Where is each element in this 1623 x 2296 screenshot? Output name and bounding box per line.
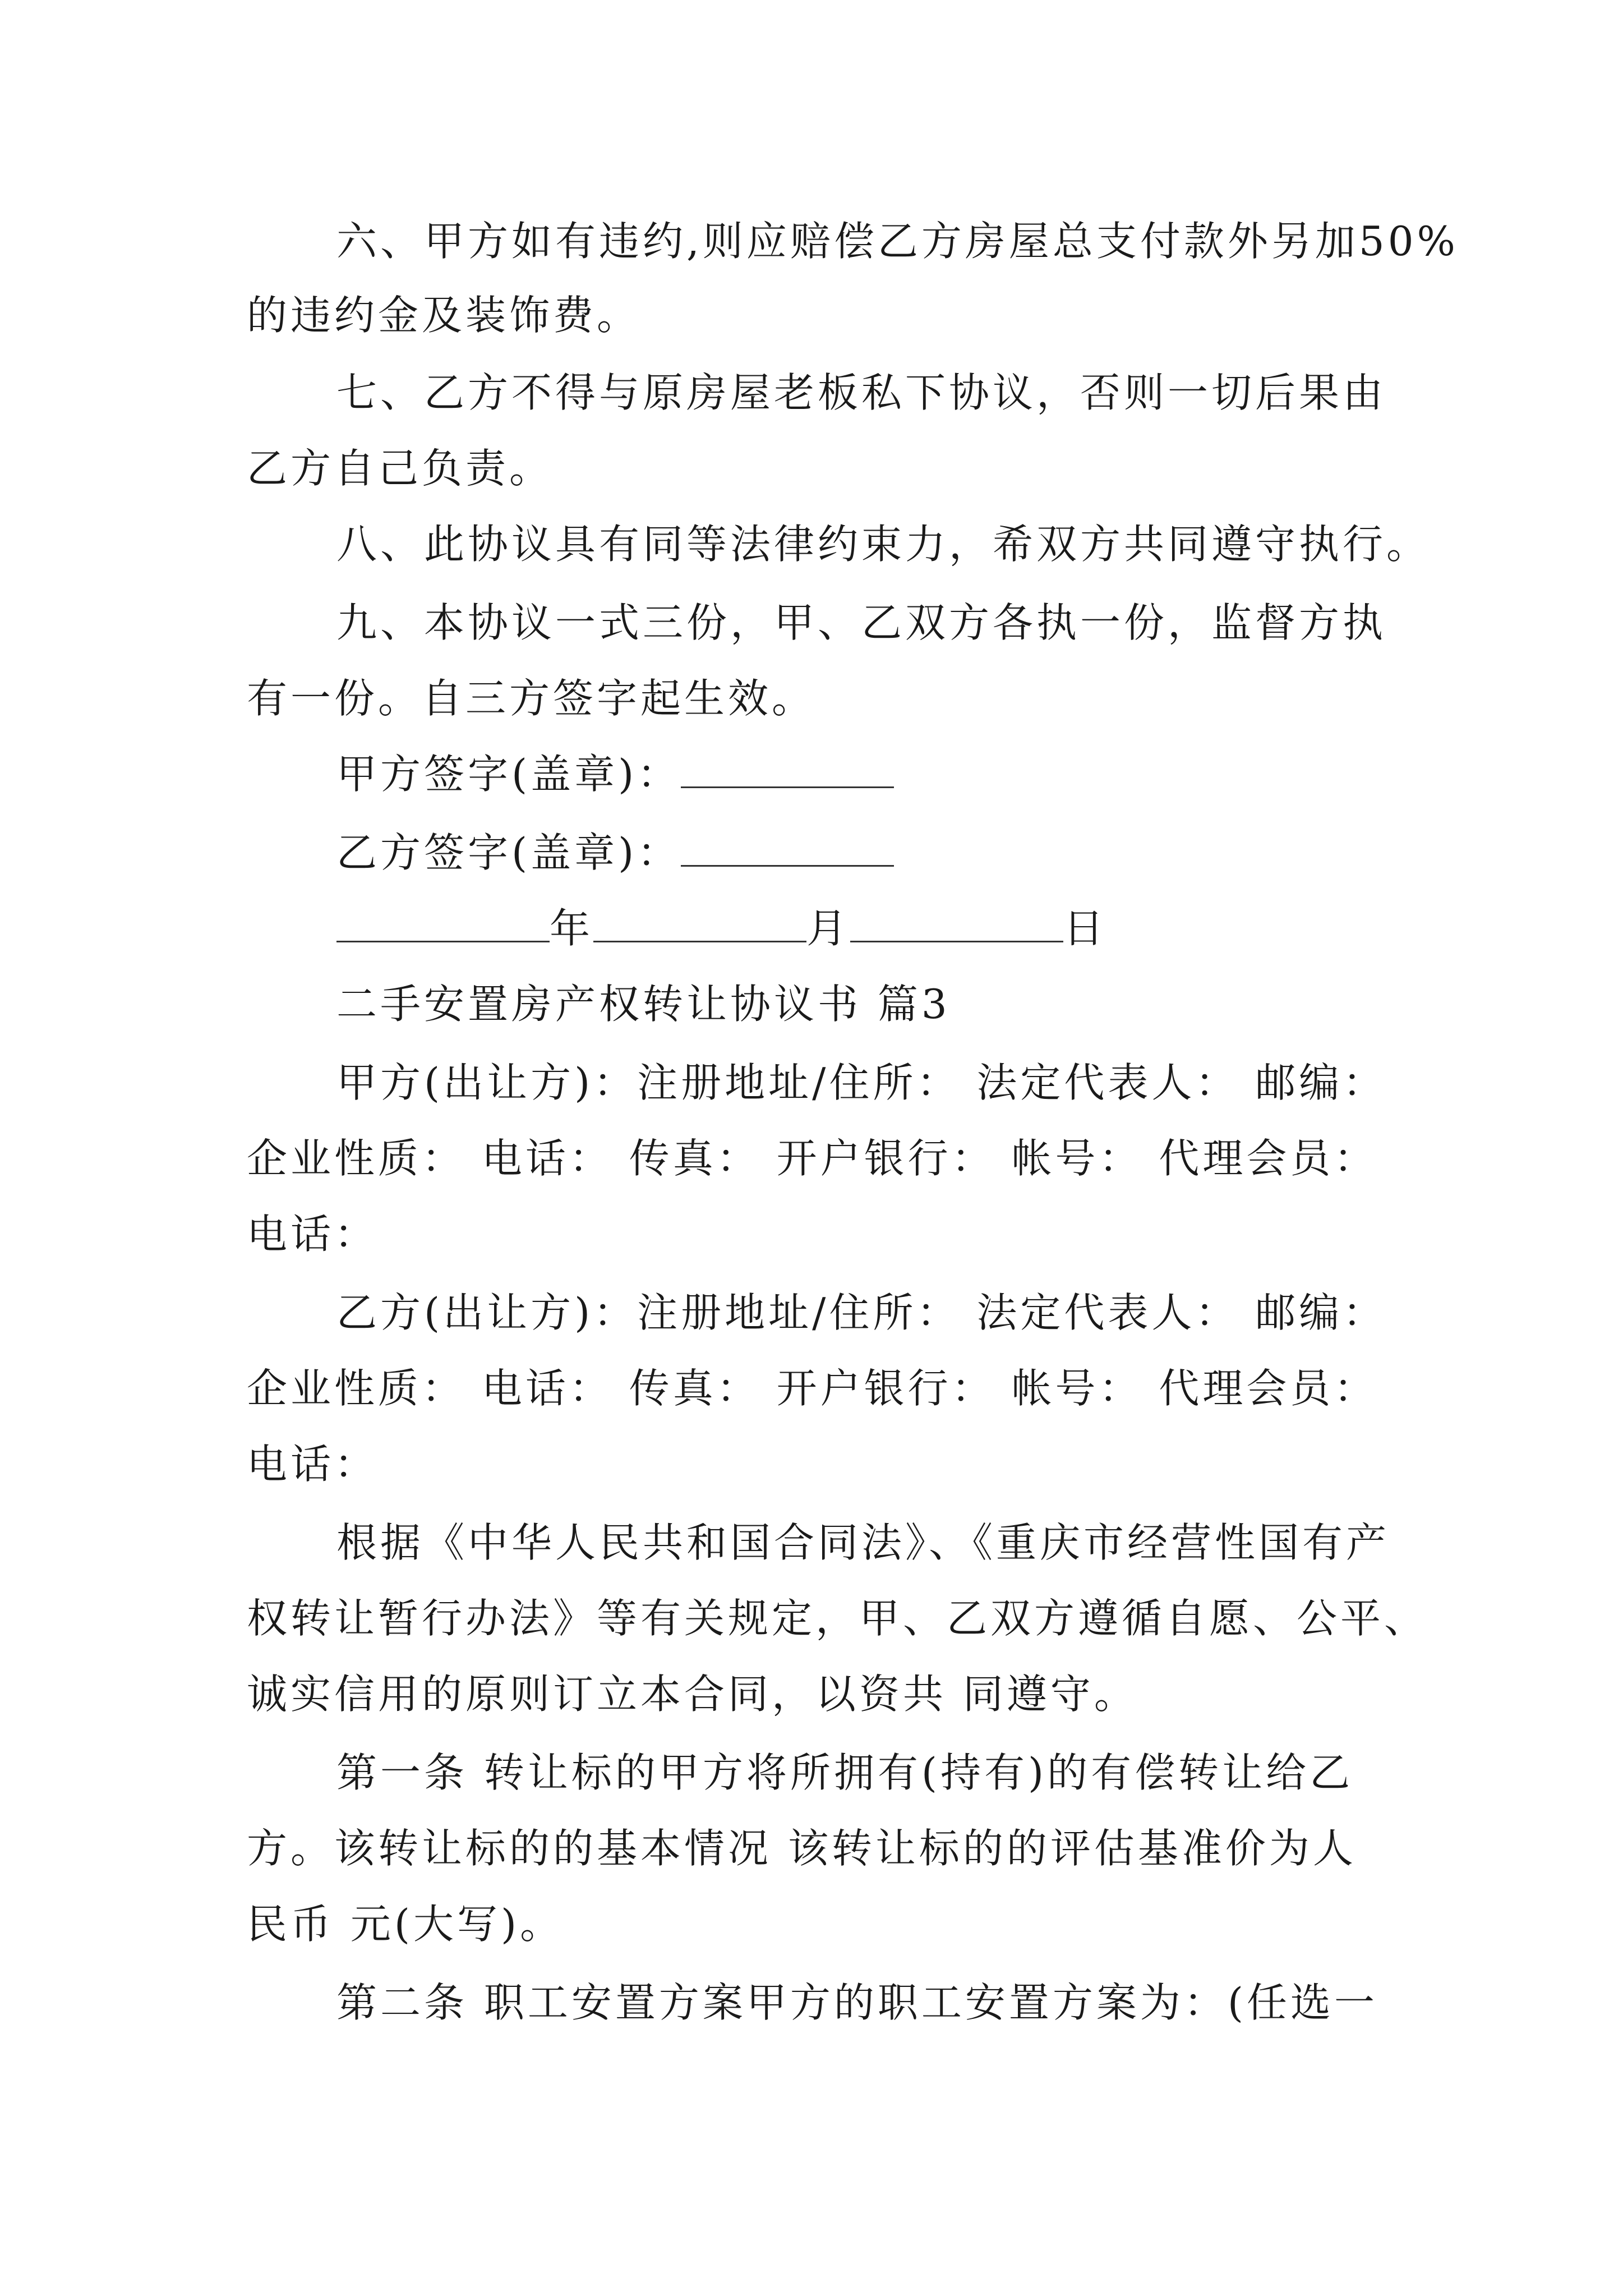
article-2-line-1: 第二条 职工安置方案甲方的职工安置方案为：(任选一 bbox=[336, 1979, 1378, 2026]
month-blank bbox=[593, 907, 806, 942]
article-1-line-1: 第一条 转让标的甲方将所拥有(持有)的有偿转让给乙 bbox=[336, 1749, 1354, 1796]
party-a-signature-label: 甲方签字(盖章)： bbox=[336, 751, 681, 798]
party-a-info-line-1: 甲方(出让方)：注册地址/住所： 法定代表人： 邮编： bbox=[336, 1059, 1387, 1106]
clause-8: 八、此协议具有同等法律约束力，希双方共同遵守执行。 bbox=[336, 521, 1431, 568]
day-blank bbox=[850, 907, 1063, 942]
party-b-info-line-3: 电话： bbox=[247, 1441, 379, 1488]
clause-9-line-1: 九、本协议一式三份，甲、乙双方各执一份，监督方执 bbox=[336, 599, 1387, 646]
clause-9-line-2: 有一份。自三方签字起生效。 bbox=[247, 675, 816, 722]
date-line bbox=[336, 900, 1107, 956]
party-a-info-line-2: 企业性质： 电话： 传真： 开户银行： 帐号： 代理会员： bbox=[247, 1135, 1378, 1182]
month-label: 月 bbox=[806, 905, 851, 952]
party-a-signature bbox=[336, 746, 894, 802]
clause-7-line-2: 乙方自己负责。 bbox=[247, 445, 554, 492]
party-b-signature-label: 乙方签字(盖章)： bbox=[336, 829, 681, 876]
preamble-line-1: 根据《中华人民共和国合同法》、《重庆市经营性国有产 bbox=[336, 1519, 1390, 1566]
article-1-line-2: 方。该转让标的的基本情况 该转让标的的评估基准价为人 bbox=[247, 1825, 1357, 1872]
preamble-line-3: 诚实信用的原则订立本合同，以资共 同遵守。 bbox=[247, 1671, 1138, 1718]
year-label: 年 bbox=[550, 905, 594, 952]
party-b-signature bbox=[336, 825, 894, 881]
party-b-info-line-2: 企业性质： 电话： 传真： 开户银行： 帐号： 代理会员： bbox=[247, 1365, 1378, 1412]
party-a-signature-blank bbox=[681, 753, 894, 788]
party-b-info-line-1: 乙方(出让方)：注册地址/住所： 法定代表人： 邮编： bbox=[336, 1289, 1387, 1336]
article-1-line-3: 民币 元(大写)。 bbox=[247, 1901, 564, 1948]
party-a-info-line-3: 电话： bbox=[247, 1211, 379, 1258]
clause-7-line-1: 七、乙方不得与原房屋老板私下协议，否则一切后果由 bbox=[336, 369, 1387, 416]
party-b-signature-blank bbox=[681, 831, 894, 867]
preamble-line-2: 权转让暂行办法》等有关规定，甲、乙双方遵循自愿、公平、 bbox=[247, 1595, 1428, 1642]
day-label: 日 bbox=[1063, 905, 1108, 952]
section-title: 二手安置房产权转让协议书 篇3 bbox=[336, 981, 951, 1028]
clause-6-line-2: 的违约金及装饰费。 bbox=[247, 292, 641, 339]
year-blank bbox=[336, 907, 550, 942]
clause-6-line-1: 六、甲方如有违约,则应赔偿乙方房屋总支付款外另加50% bbox=[336, 218, 1459, 265]
